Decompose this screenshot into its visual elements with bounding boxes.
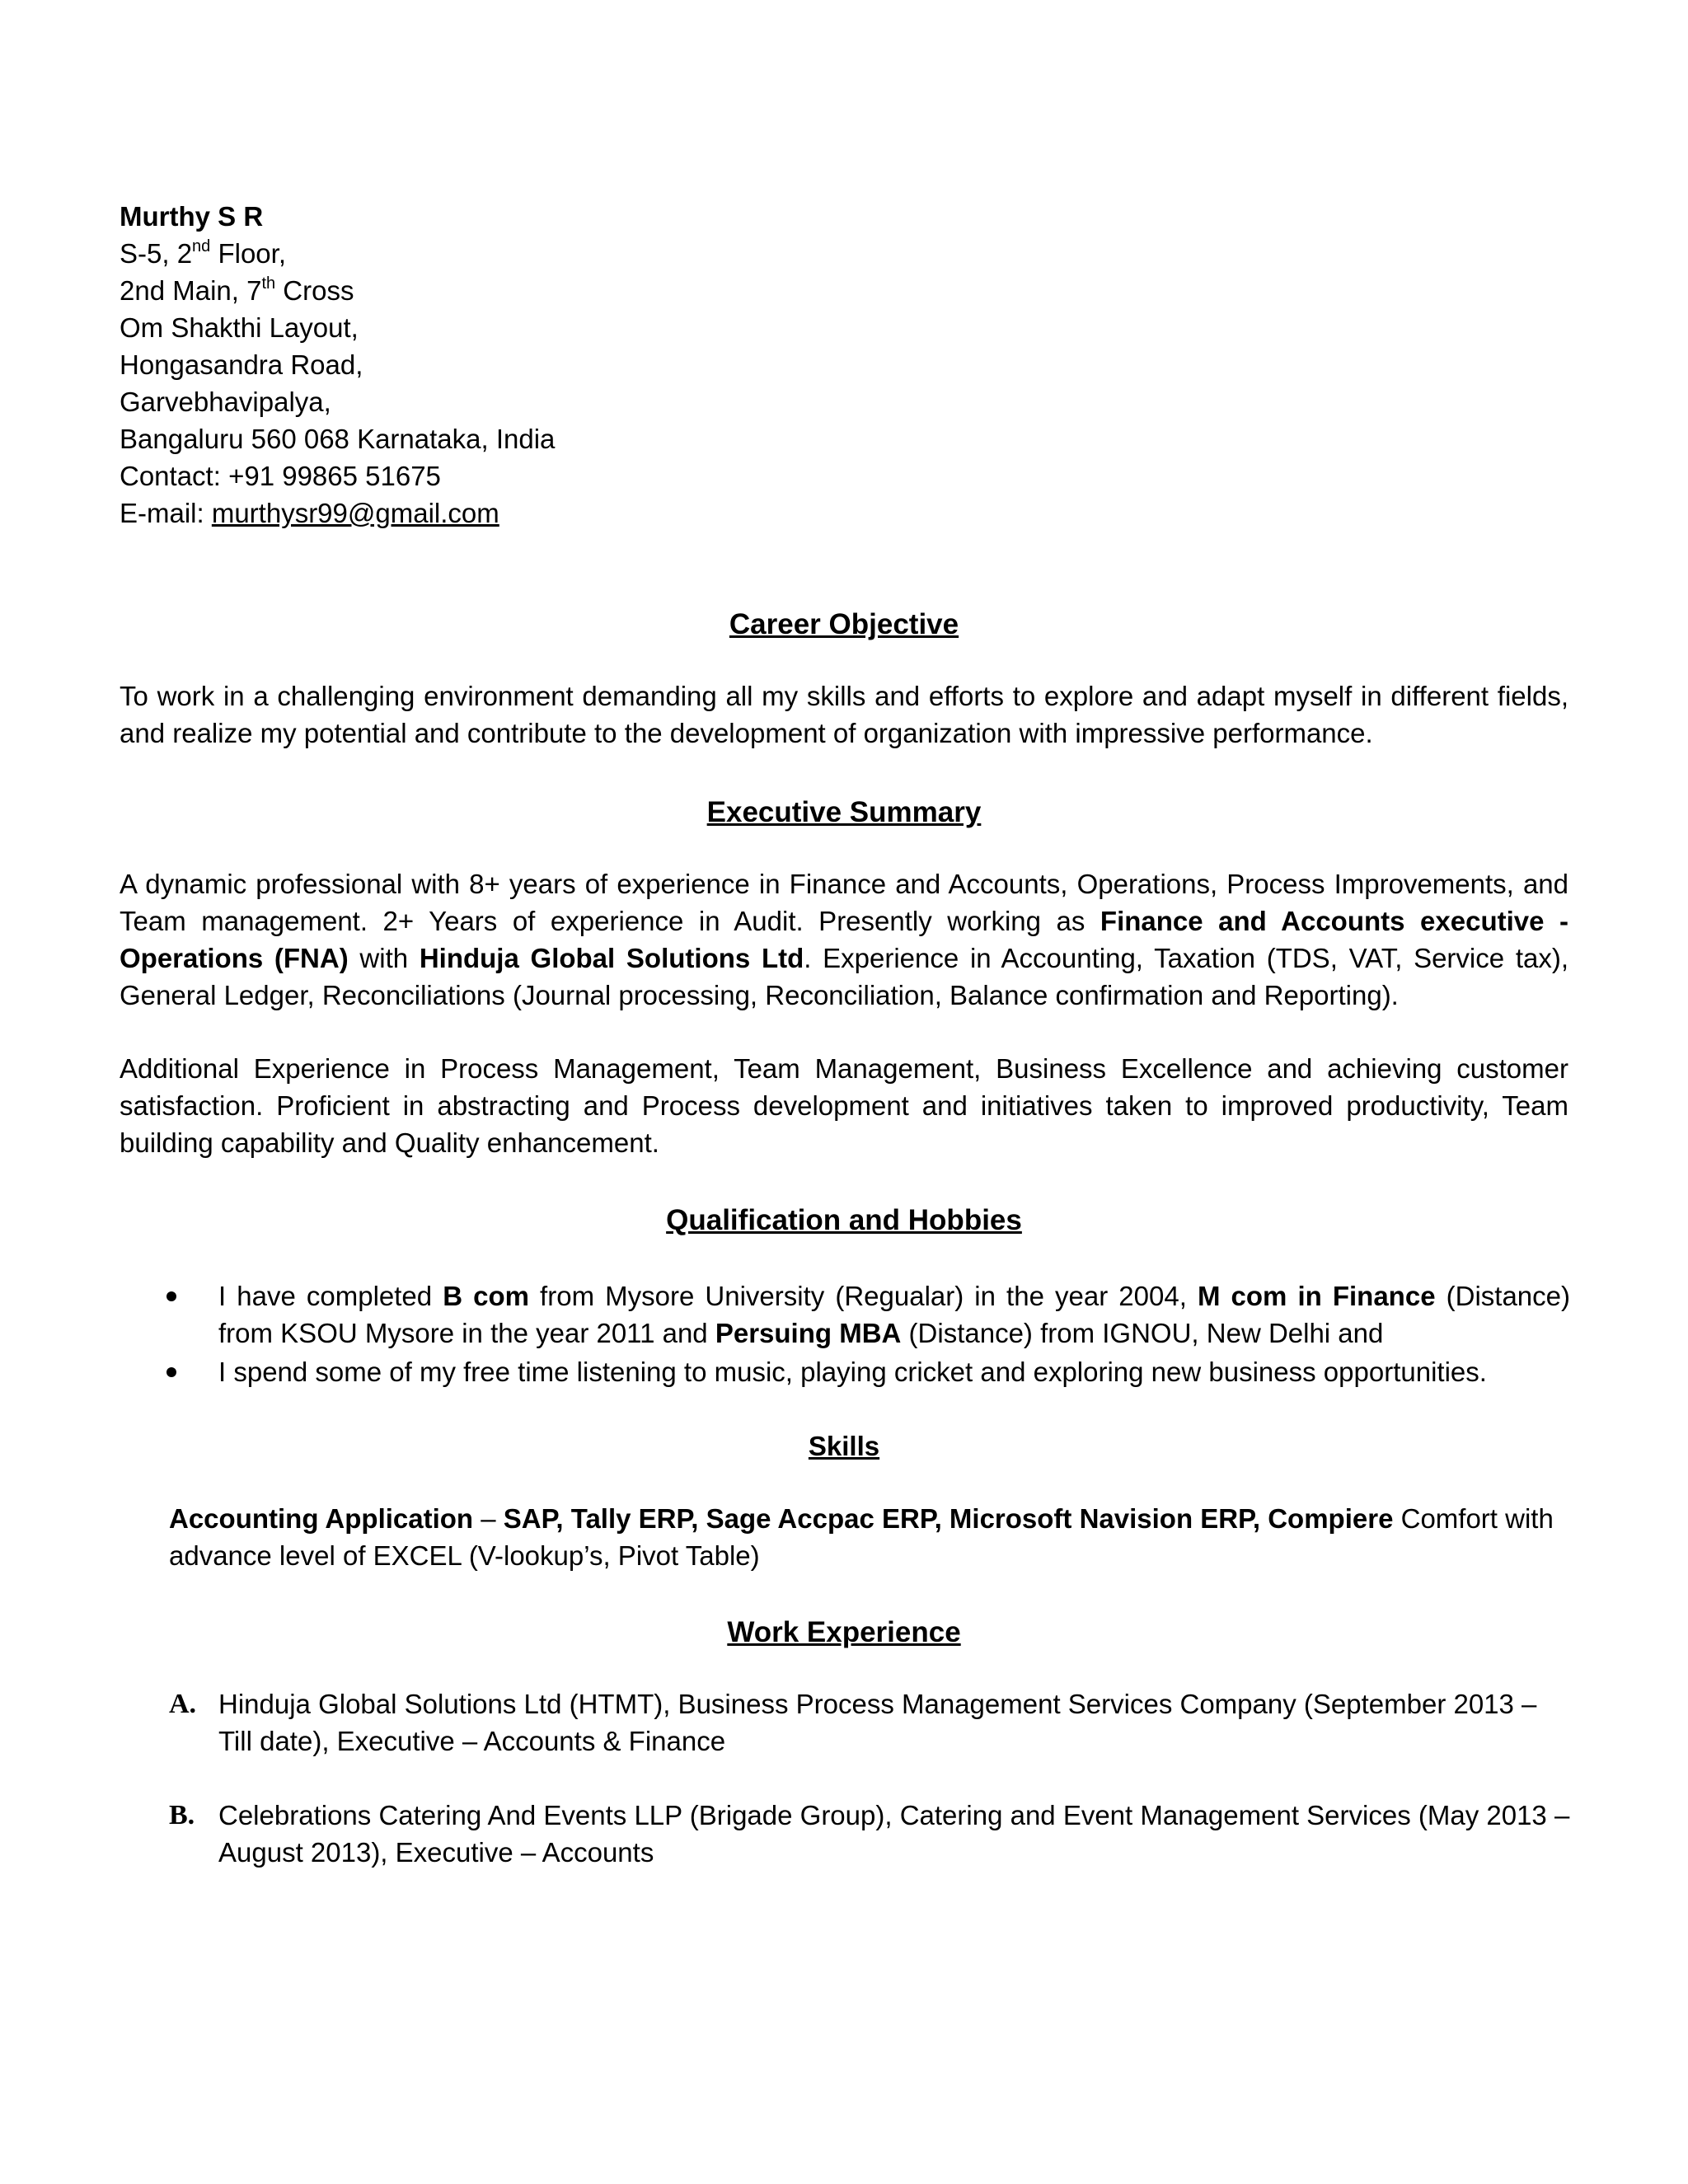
contact-email-line	[120, 494, 555, 532]
career-objective-heading: Career Objective	[729, 608, 959, 640]
executive-summary-heading: Executive Summary	[706, 796, 982, 828]
qual-text-e: (Distance) from KSOU Mysore in the year 2011 and	[218, 1281, 1571, 1348]
summary-role: Finance and Accounts executive - Operations (FNA)	[120, 906, 1568, 973]
work-item-text: Hinduja Global Solutions Ltd (HTMT), Business Process Management Services Company (September 2013 – Till date), Executive – Accounts & Finance	[218, 1689, 1537, 1756]
executive-summary-paragraph-2: Additional Experience in Process Management, Team Management, Business Excellence and achieving customer satisfaction. Proficient in abstracting and Process development and initiatives taken to improved productivity, Team building capability and Quality enhancement.	[120, 1053, 1568, 1158]
qualification-heading: Qualification and Hobbies	[666, 1204, 1022, 1236]
skills-text	[169, 1500, 1570, 1574]
work-item-marker: B.	[169, 1800, 195, 1830]
address-line-1-sup: nd	[192, 237, 211, 255]
contact-block	[120, 198, 555, 532]
skills-heading: Skills	[808, 1431, 880, 1461]
email-label: E-mail:	[120, 498, 212, 528]
list-item	[120, 1353, 1570, 1390]
bullet-icon	[166, 1367, 176, 1377]
address-line-2-sup: th	[261, 274, 276, 293]
address-line-6: Bangaluru 560 068 Karnataka, India	[120, 424, 556, 454]
work-experience-heading: Work Experience	[727, 1616, 961, 1648]
career-objective-text: To work in a challenging environment demanding all my skills and efforts to explore and adapt myself in different fields, and realize my potential and contribute to the development of organization with impressive performance.	[120, 681, 1568, 748]
address-line-2-pre: 2nd Main, 7	[120, 275, 262, 306]
contact-phone: Contact: +91 99865 51675	[120, 461, 441, 491]
bullet-icon	[166, 1291, 176, 1301]
hobbies-text: I spend some of my free time listening to music, playing cricket and exploring new business opportunities.	[218, 1357, 1487, 1387]
work-item-marker: A.	[169, 1689, 197, 1719]
skills-rest: Comfort with advance level of EXCEL (V-lookup’s, Pivot Table)	[169, 1503, 1554, 1571]
list-item	[120, 1277, 1570, 1352]
summary-text-a: A dynamic professional with 8+ years of experience in Finance and Accounts, Operations, Process Improvements, and Team management. 2+ Years of experience in Audit. Presently working as	[120, 869, 1568, 936]
email-link[interactable]: murthysr99@gmail.com	[211, 498, 499, 528]
executive-summary-paragraph-1	[120, 865, 1568, 1014]
address-line-2-post: Cross	[275, 275, 354, 306]
address-line-1	[120, 235, 555, 272]
skills-dash: –	[473, 1503, 504, 1534]
address-line-1-pre: S-5, 2	[120, 238, 193, 269]
candidate-name: Murthy S R	[120, 201, 264, 232]
qual-degree-mcom: M com in Finance	[1197, 1281, 1436, 1311]
address-line-3: Om Shakthi Layout,	[120, 312, 359, 343]
qual-text-c: from Mysore University (Regualar) in the year 2004,	[528, 1281, 1198, 1311]
work-item-text: Celebrations Catering And Events LLP (Brigade Group), Catering and Event Management Services (May 2013 – August 2013), Executive – Accounts	[218, 1800, 1570, 1868]
qual-text-g: (Distance) from IGNOU, New Delhi and	[901, 1318, 1384, 1348]
work-experience-list	[120, 1685, 1570, 1871]
address-line-1-post: Floor,	[210, 238, 286, 269]
qualification-list	[120, 1277, 1570, 1390]
summary-text-e: . Experience in Accounting, Taxation (TDS, VAT, Service tax), General Ledger, Reconciliations (Journal processing, Reconciliation, Balance confirmation and Reporting).	[120, 943, 1568, 1010]
list-item	[120, 1797, 1570, 1871]
address-line-2	[120, 272, 555, 309]
address-line-5: Garvebhavipalya,	[120, 387, 331, 417]
summary-text-c: with	[348, 943, 420, 973]
address-line-4: Hongasandra Road,	[120, 349, 363, 380]
qual-degree-bcom: B com	[443, 1281, 529, 1311]
summary-company: Hinduja Global Solutions Ltd	[419, 943, 804, 973]
qual-text-a: I have completed	[218, 1281, 443, 1311]
list-item	[120, 1685, 1570, 1760]
skills-label: Accounting Application	[169, 1503, 474, 1534]
skills-apps: SAP, Tally ERP, Sage Accpac ERP, Microsoft Navision ERP, Compiere	[503, 1503, 1394, 1534]
qual-degree-mba: Persuing MBA	[715, 1318, 902, 1348]
